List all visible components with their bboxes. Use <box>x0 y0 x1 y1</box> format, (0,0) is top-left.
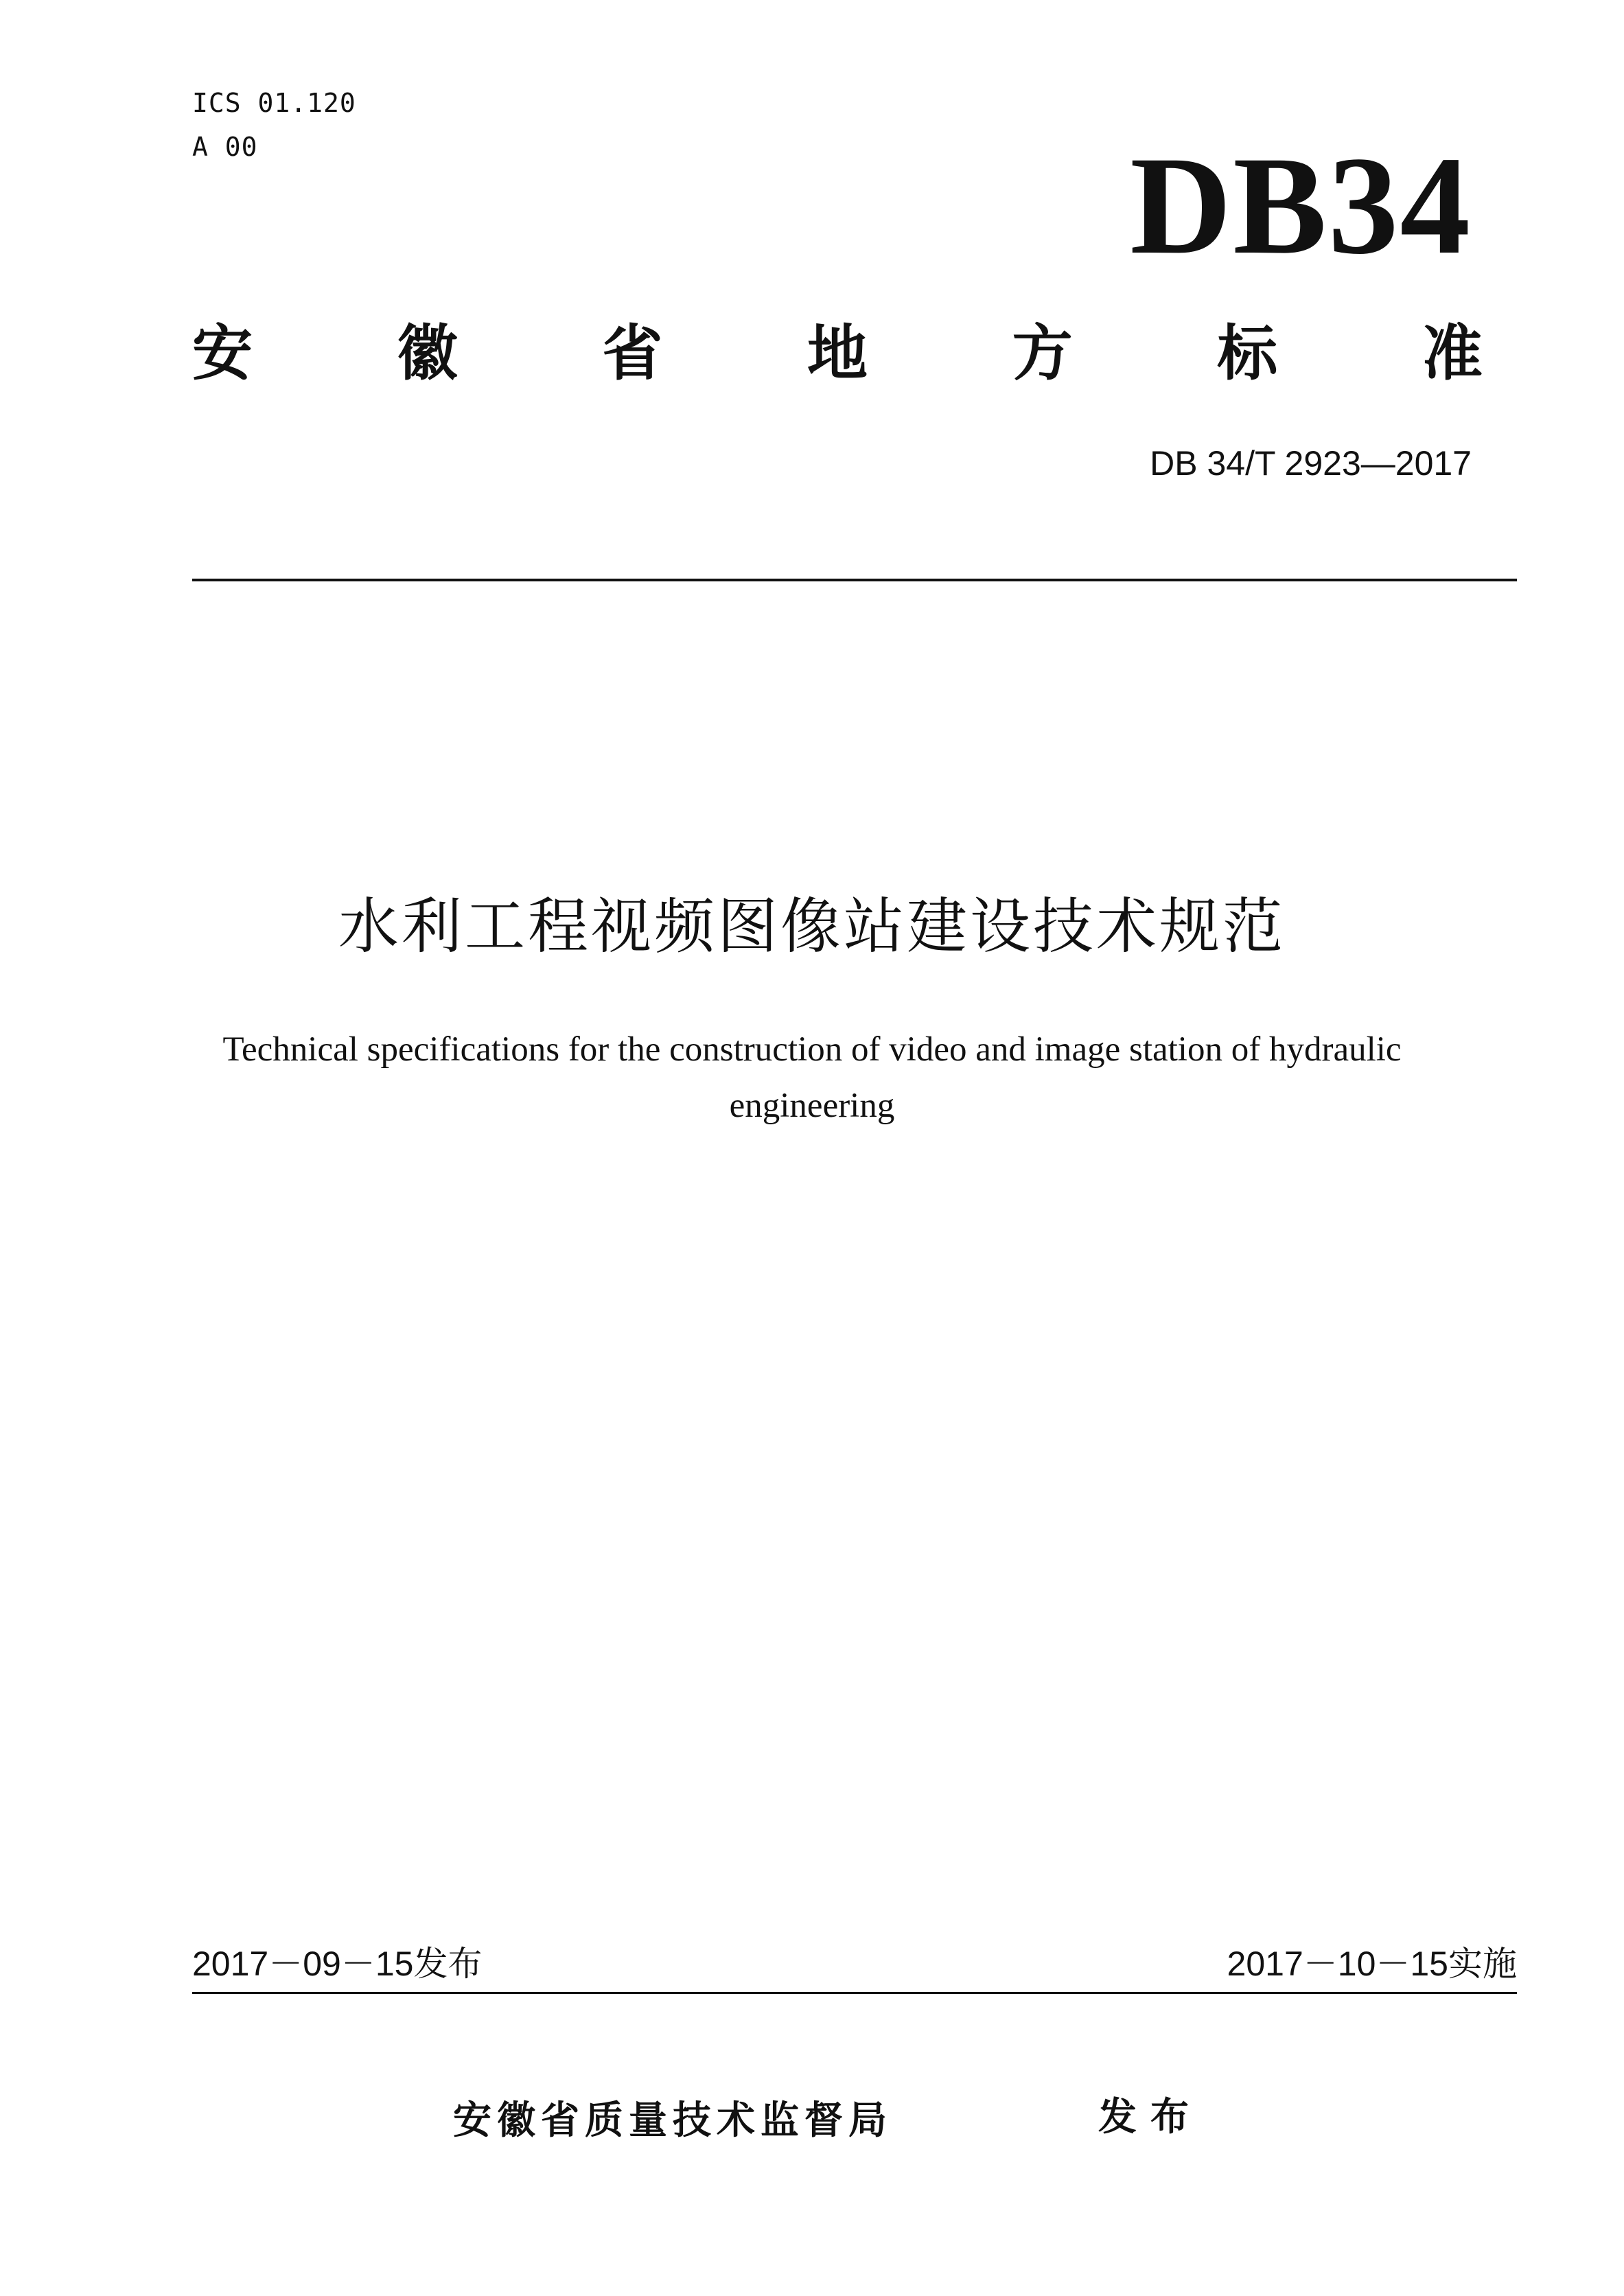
document-title-english <box>0 1021 1624 1134</box>
standard-type-char: 安 <box>192 318 253 389</box>
document-title-chinese: 水利工程视频图像站建设技术规范 <box>338 891 1286 962</box>
implementation-date <box>1227 1940 1517 1988</box>
issue-date-value: 2017－09－15 <box>192 1945 414 1983</box>
issue-label: 发布 <box>413 1944 483 1984</box>
publisher-name: 安徽省质量技术监督局 <box>453 2098 892 2143</box>
english-title-line-2: engineering <box>729 1087 895 1125</box>
header-divider <box>192 579 1517 581</box>
classification-codes <box>192 81 356 169</box>
standard-mark: DB34 <box>1130 128 1472 283</box>
standard-type-char: 准 <box>1422 318 1483 389</box>
standard-type-char: 地 <box>807 318 868 389</box>
standard-type-char: 省 <box>602 318 663 389</box>
english-title-line-1: Technical specifications for the construction of video and image station of hydraulic <box>222 1030 1402 1069</box>
standard-number: DB 34/T 2923—2017 <box>1150 444 1472 483</box>
standard-type-char: 标 <box>1217 318 1278 389</box>
ccs-code: A 00 <box>192 132 258 162</box>
standard-type-char: 徽 <box>397 318 458 389</box>
publisher-action: 发布 <box>1098 2095 1203 2140</box>
implementation-date-value: 2017－10－15 <box>1227 1945 1448 1983</box>
implementation-label: 实施 <box>1448 1944 1517 1984</box>
standard-type-char: 方 <box>1012 318 1073 389</box>
issue-date <box>192 1940 482 1988</box>
footer-divider <box>192 1992 1517 1994</box>
ics-code: ICS 01.120 <box>192 88 356 118</box>
standard-type-heading <box>192 316 1483 391</box>
